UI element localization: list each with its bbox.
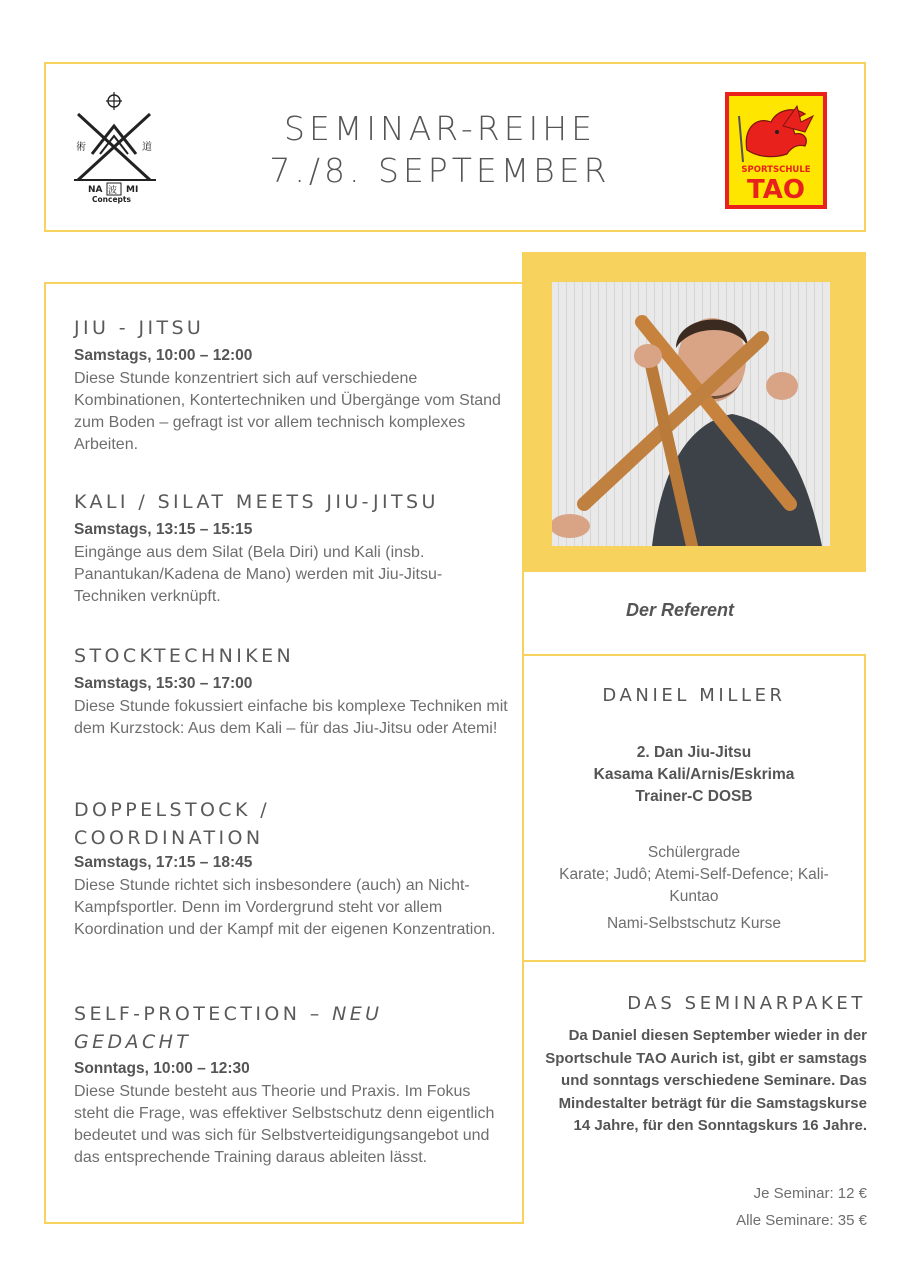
course-stocktechniken: [74, 642, 509, 740]
svg-text:MI: MI: [126, 185, 139, 195]
course-description: Eingänge aus dem Silat (Bela Diri) und Kali (insb. Panantukan/Kadena de Mano) werden mit Jiu-Jitsu-Techniken verknüpft.: [74, 544, 443, 605]
courses-note: Nami-Selbstschutz Kurse: [606, 915, 781, 932]
svg-text:道: 道: [142, 142, 152, 153]
course-title-main: SELF-PROTECTION –: [74, 1003, 323, 1025]
page-title: [190, 108, 690, 192]
svg-text:術: 術: [76, 142, 86, 153]
course-time: Samstags, 15:30 – 17:00: [74, 675, 253, 692]
course-title: KALI / SILAT MEETS JIU-JITSU: [74, 491, 439, 513]
course-self-protection-details: [74, 1058, 509, 1169]
course-time: Sonntags, 10:00 – 12:30: [74, 1060, 250, 1077]
svg-text:SPORTSCHULE: SPORTSCHULE: [741, 165, 811, 175]
course-doppelstock-details: [74, 852, 509, 941]
price-single: Je Seminar: 12 €: [753, 1185, 867, 1202]
seminarpaket-text: Da Daniel diesen September wieder in der Sportschule TAO Aurich ist, gibt er samstags und sonntags verschiedene Seminare. Das Mindestalter beträgt für die Samstagskurse 14 Jahre, für den Sonntagskurs 16 Jahre.: [545, 1027, 867, 1134]
course-time: Samstags, 10:00 – 12:00: [74, 347, 253, 364]
course-time: Samstags, 13:15 – 15:15: [74, 521, 253, 538]
course-title: DOPPELSTOCK / COORDINATION: [74, 799, 271, 849]
price-all: Alle Seminare: 35 €: [736, 1212, 867, 1229]
course-title: JIU - JITSU: [74, 317, 205, 339]
course-doppelstock: [74, 796, 374, 852]
referent-name: DANIEL MILLER: [602, 685, 786, 706]
sportschule-tao-logo: [725, 92, 827, 209]
svg-text:Concepts: Concepts: [92, 195, 131, 204]
svg-text:TAO: TAO: [747, 175, 805, 205]
qualification: Kasama Kali/Arnis/Eskrima: [593, 766, 795, 783]
course-description: Diese Stunde richtet sich insbesondere (auch) an Nicht-Kampfsportler. Denn im Vordergrund steht vor allem Koordination und der Kampf mit der eigenen Konzentration.: [74, 877, 496, 938]
course-self-protection: [74, 1000, 434, 1056]
referent-label: Der Referent: [625, 600, 735, 620]
course-title: STOCKTECHNIKEN: [74, 645, 295, 667]
course-description: Diese Stunde besteht aus Theorie und Praxis. Im Fokus steht die Frage, was effektiver Selbstschutz denn eigentlich bedeutet und was sich für Selbstverteidigungsangebot und das entsprechende Training daraus ableiten lässt.: [74, 1083, 495, 1166]
title-line-1: SEMINAR-REIHE: [284, 109, 596, 148]
course-description: Diese Stunde fokussiert einfache bis komplexe Techniken mit dem Kurzstock: Aus dem Kali – für das Jiu-Jitsu oder Atemi!: [74, 698, 508, 737]
grades-heading: Schülergrade: [647, 844, 741, 861]
svg-text:NA: NA: [88, 185, 103, 195]
course-title-italic: NEU GEDACHT: [74, 1003, 383, 1053]
referent-photo: [552, 282, 830, 546]
course-title: [74, 1000, 434, 1056]
qualification: Trainer-C DOSB: [635, 788, 753, 805]
svg-text:波: 波: [108, 186, 118, 196]
course-description: Diese Stunde konzentriert sich auf verschiedene Kombinationen, Kontertechniken und Übergänge vom Stand zum Boden – gefragt ist vor allem technisch komplexes Arbeiten.: [74, 370, 501, 453]
grades-list: Karate; Judô; Atemi-Self-Defence; Kali-Kuntao: [559, 866, 829, 905]
qualification: 2. Dan Jiu-Jitsu: [636, 744, 752, 761]
course-time: Samstags, 17:15 – 18:45: [74, 854, 253, 871]
course-jiu-jitsu: [74, 314, 509, 456]
course-kali-silat: [74, 488, 509, 608]
nami-concepts-logo: [70, 92, 160, 204]
title-line-2: 7./8. SEPTEMBER: [269, 151, 611, 190]
seminarpaket-title: DAS SEMINARPAKET: [627, 993, 866, 1014]
